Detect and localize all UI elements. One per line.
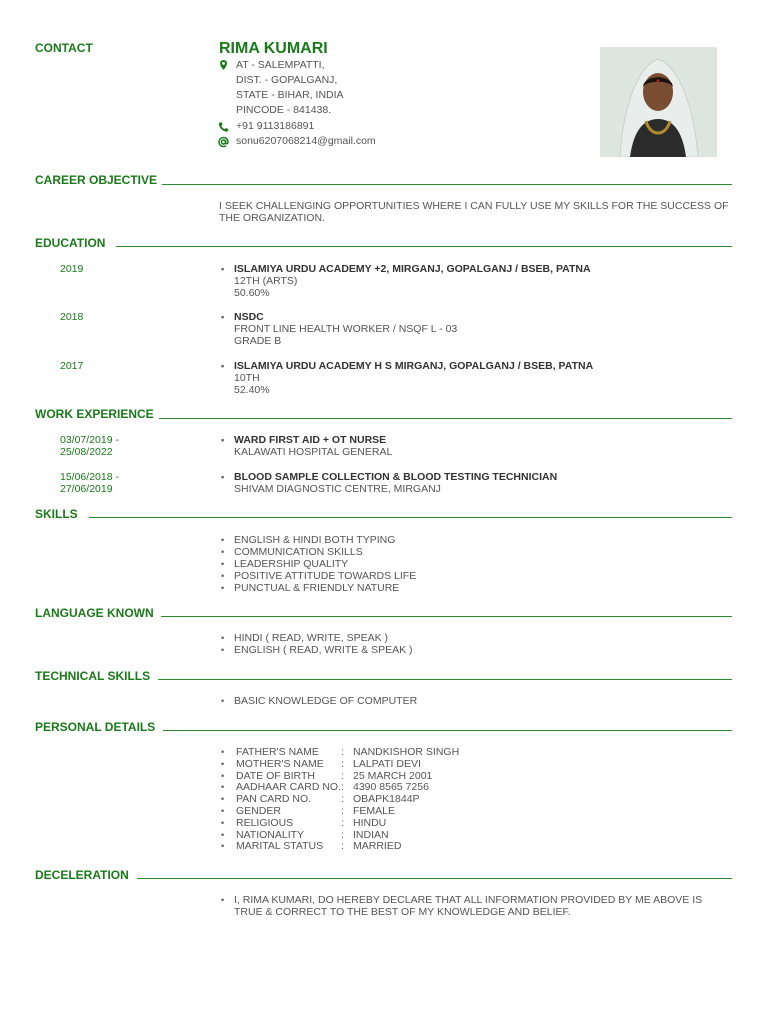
- career-objective-rule: [162, 184, 732, 185]
- personal-value: HINDU: [353, 816, 387, 829]
- personal-row: • RELIGIOUS : HINDU: [221, 818, 459, 830]
- personal-key: PAN CARD NO.: [236, 793, 312, 806]
- education-entry: [234, 311, 264, 323]
- technical-skills-list: [234, 695, 417, 707]
- phone-icon: [217, 121, 230, 133]
- education-year: 2017: [60, 360, 84, 372]
- education-detail: FRONT LINE HEALTH WORKER / NSQF L - 03: [234, 323, 458, 335]
- personal-key: MARITAL STATUS: [236, 840, 324, 853]
- address-line-1: AT - SALEMPATTI,: [236, 59, 325, 71]
- education-year: 2019: [60, 263, 84, 275]
- skill-item: • POSITIVE ATTITUDE TOWARDS LIFE: [234, 570, 416, 582]
- skill-item: • PUNCTUAL & FRIENDLY NATURE: [234, 582, 416, 594]
- skill-item: • COMMUNICATION SKILLS: [234, 546, 416, 558]
- personal-key: DATE OF BIRTH: [236, 769, 315, 782]
- personal-row: • PAN CARD NO. : OBAPK1844P: [221, 794, 459, 806]
- phone-number[interactable]: +91 9113186891: [236, 120, 315, 132]
- work-entry: [234, 471, 557, 483]
- skill-item: • ENGLISH & HINDI BOTH TYPING: [234, 534, 416, 546]
- personal-value: LALPATI DEVI: [353, 757, 421, 770]
- work-experience-rule: [159, 418, 732, 419]
- address-line-3: STATE - BIHAR, INDIA: [236, 89, 344, 101]
- personal-key: MOTHER'S NAME: [236, 757, 324, 770]
- address-line-2: DIST. - GOPALGANJ,: [236, 74, 338, 86]
- education-detail: 10TH: [234, 372, 260, 384]
- work-employer: SHIVAM DIAGNOSTIC CENTRE, MIRGANJ: [234, 483, 441, 495]
- declaration-rule: [137, 878, 732, 879]
- personal-value: NANDKISHOR SINGH: [353, 746, 460, 758]
- work-role: • BLOOD SAMPLE COLLECTION & BLOOD TESTING TECHNICIAN: [234, 471, 557, 483]
- personal-value: OBAPK1844P: [353, 793, 420, 806]
- personal-details-table: [221, 747, 459, 853]
- career-objective-text: I SEEK CHALLENGING OPPORTUNITIES WHERE I CAN FULLY USE MY SKILLS FOR THE SUCCESS OF THE ORGANIZATION.: [219, 200, 729, 224]
- email-address[interactable]: sonu6207068214@gmail.com: [236, 135, 376, 147]
- contact-heading: CONTACT: [35, 41, 93, 55]
- personal-row: • AADHAAR CARD NO. : 4390 8565 7256: [221, 782, 459, 794]
- work-date-to: 27/06/2019: [60, 483, 113, 495]
- personal-row: • FATHER'S NAME : NANDKISHOR SINGH: [221, 746, 460, 758]
- education-year: 2018: [60, 311, 84, 323]
- personal-row: • NATIONALITY : INDIAN: [221, 830, 459, 842]
- personal-key: AADHAAR CARD NO.: [236, 781, 342, 794]
- personal-value: 4390 8565 7256: [353, 781, 429, 794]
- personal-key: FATHER'S NAME: [236, 746, 319, 758]
- skills-rule: [89, 517, 732, 518]
- declaration-list: [234, 894, 732, 918]
- work-role: • WARD FIRST AID + OT NURSE: [234, 434, 386, 446]
- education-detail: 12TH (ARTS): [234, 275, 298, 287]
- email-at-icon: [217, 136, 230, 148]
- language-item: • HINDI ( READ, WRITE, SPEAK ): [234, 632, 413, 644]
- education-entry: [234, 263, 591, 275]
- personal-value: FEMALE: [353, 804, 396, 817]
- personal-row: • DATE OF BIRTH : 25 MARCH 2001: [221, 771, 459, 783]
- education-rule: [116, 246, 732, 247]
- education-score: 50.60%: [234, 287, 270, 299]
- language-list: [234, 632, 413, 656]
- language-item: • ENGLISH ( READ, WRITE & SPEAK ): [234, 644, 413, 656]
- personal-value: MARRIED: [353, 840, 402, 853]
- education-institution: • ISLAMIYA URDU ACADEMY H S MIRGANJ, GOPALGANJ / BSEB, PATNA: [234, 360, 593, 372]
- declaration-text: • I, RIMA KUMARI, DO HEREBY DECLARE THAT ALL INFORMATION PROVIDED BY ME ABOVE IS TRUE & CORRECT TO THE BEST OF MY KNOWLEDGE AND BELIEF.: [234, 894, 732, 918]
- education-heading: EDUCATION: [35, 236, 106, 250]
- language-rule: [161, 616, 732, 617]
- education-score: 52.40%: [234, 384, 270, 396]
- work-employer: KALAWATI HOSPITAL GENERAL: [234, 446, 393, 458]
- skill-item: • LEADERSHIP QUALITY: [234, 558, 416, 570]
- personal-row: • MARITAL STATUS : MARRIED: [221, 841, 459, 853]
- work-entry: [234, 434, 386, 446]
- work-date-from: 03/07/2019 -: [60, 434, 119, 446]
- location-pin-icon: [217, 59, 230, 71]
- education-entry: [234, 360, 593, 372]
- education-score: GRADE B: [234, 335, 282, 347]
- personal-details-heading: PERSONAL DETAILS: [35, 720, 156, 734]
- declaration-heading: DECELERATION: [35, 868, 129, 882]
- personal-value: INDIAN: [353, 828, 389, 841]
- personal-key: NATIONALITY: [236, 828, 305, 841]
- work-date-to: 25/08/2022: [60, 446, 113, 458]
- skills-heading: SKILLS: [35, 507, 78, 521]
- address-line-4: PINCODE - 841438.: [236, 104, 332, 116]
- personal-value: 25 MARCH 2001: [353, 769, 433, 782]
- personal-key: GENDER: [236, 804, 281, 817]
- personal-row: • MOTHER'S NAME : LALPATI DEVI: [221, 759, 459, 771]
- work-experience-heading: WORK EXPERIENCE: [35, 407, 154, 421]
- education-institution: • ISLAMIYA URDU ACADEMY +2, MIRGANJ, GOPALGANJ / BSEB, PATNA: [234, 263, 591, 275]
- work-date-from: 15/06/2018 -: [60, 471, 119, 483]
- career-objective-heading: CAREER OBJECTIVE: [35, 173, 158, 187]
- personal-details-rule: [163, 730, 732, 731]
- candidate-name: RIMA KUMARI: [219, 40, 328, 57]
- profile-photo: [600, 47, 717, 157]
- technical-skills-rule: [158, 679, 732, 680]
- technical-skills-heading: TECHNICAL SKILLS: [35, 669, 151, 683]
- education-institution: • NSDC: [234, 311, 264, 323]
- personal-row: • GENDER : FEMALE: [221, 806, 459, 818]
- skills-list: [234, 534, 416, 594]
- personal-key: RELIGIOUS: [236, 816, 294, 829]
- technical-skill-item: • BASIC KNOWLEDGE OF COMPUTER: [234, 695, 417, 707]
- language-heading: LANGUAGE KNOWN: [35, 606, 154, 620]
